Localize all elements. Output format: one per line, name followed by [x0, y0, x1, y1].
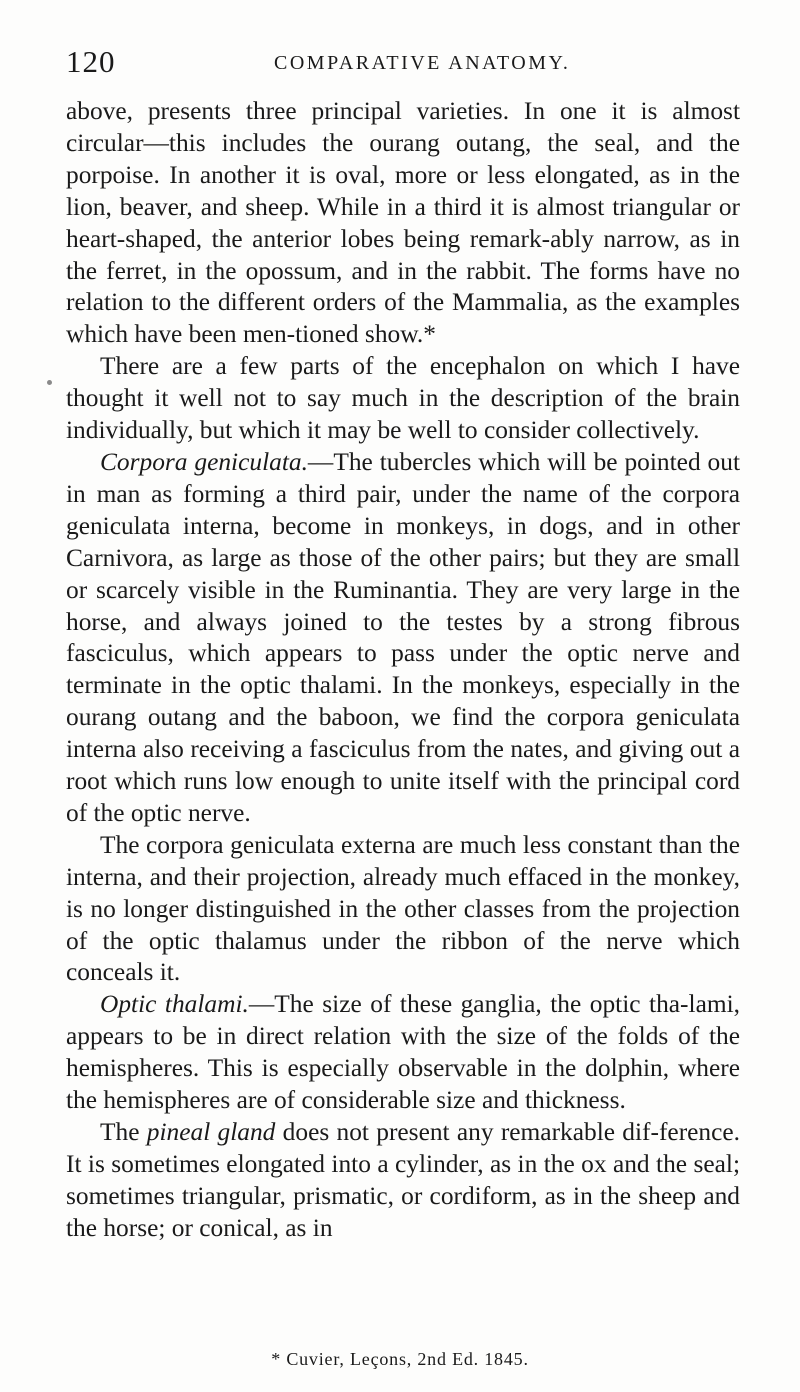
paragraph-pineal-text: does not present any remarkable dif-ference. It is sometimes elongated into a cylinder, as in the ox and the seal; sometimes triangular, prismatic, or cordiform, as in the sheep and the horse; or conical, as in — [66, 1118, 741, 1242]
page-number: 120 — [66, 44, 116, 79]
paragraph-encephalon-parts: There are a few parts of the encephalon on which I have thought it well not to say much in the description of the brain individually, but which it may be well to consider collectively. — [66, 352, 740, 445]
term-corpora-geniculata: Corpora geniculata. — [100, 447, 308, 476]
footnote: * Cuvier, Leçons, 2nd Ed. 1845. — [271, 1349, 529, 1369]
paragraph-geniculata-externa: The corpora geniculata externa are much less constant than the interna, and their projection, already much effaced in the monkey, is no longer distinguished in the other classes from the projection of the optic thalamus under the ribbon of the nerve which conceals it. — [66, 830, 740, 987]
term-pineal-gland: pineal gland — [146, 1118, 276, 1146]
paragraph-pineal-lead: The — [100, 1118, 147, 1146]
ink-speck — [47, 380, 52, 385]
paragraph-optic-thalami-text: —The size of these ganglia, the optic tha-lami, appears to be in direct relation with the size of the folds of the hemispheres. This is especially observable in the dolphin, where the hemispheres are of considerable size and thickness. — [66, 990, 740, 1115]
page-header — [66, 44, 746, 84]
body-text — [66, 96, 740, 1245]
term-optic-thalami: Optic thalami. — [100, 990, 249, 1019]
paragraph-corpora-geniculata — [66, 447, 740, 830]
paragraph-cerebellum-forms: above, presents three principal varieties. In one it is almost circular—this includes the ourang outang, the seal, and the porpoise. In another it is oval, more or less elongated, as in the lion, beaver, and sheep. While in a third it is almost triangular or heart-shaped, the anterior lobes being remark-ably narrow, as in the ferret, in the opossum, and in the rabbit. The forms have no relation to the different orders of the Mammalia, as the examples which have been men-tioned show.* — [66, 97, 740, 349]
paragraph-pineal-gland — [66, 1117, 740, 1245]
paragraph-corpora-geniculata-text: —The tubercles which will be pointed out in man as forming a third pair, under the name of the corpora geniculata interna, become in monkeys, in dogs, and in other Carnivora, as large as those of the other pairs; but they are small or scarcely visible in the Ruminantia. They are very large in the horse, and always joined to the testes by a strong fibrous fasciculus, which appears to pass under the optic nerve and terminate in the optic thalami. In the monkeys, especially in the ourang outang and the baboon, we find the corpora geniculata interna also receiving a fasciculus from the nates, and giving out a root which runs low enough to unite itself with the principal cord of the optic nerve. — [66, 447, 740, 827]
paragraph-optic-thalami — [66, 989, 740, 1117]
running-title: COMPARATIVE ANATOMY. — [274, 52, 571, 74]
